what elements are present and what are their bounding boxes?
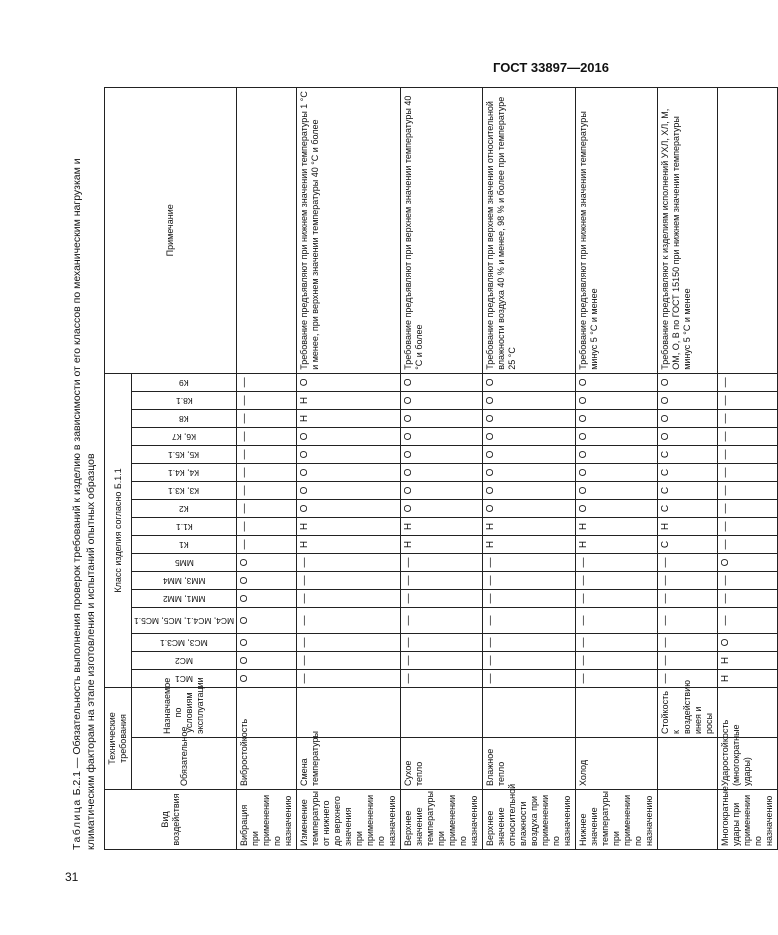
- class-mark-cell: О: [297, 446, 401, 464]
- class-mark-cell: Н: [297, 536, 401, 554]
- class-mark-cell: —: [576, 590, 658, 608]
- class-mark-cell: О: [658, 428, 718, 446]
- class-mark-cell: О: [576, 482, 658, 500]
- impact-cell: Вибрация при применении по назначению: [237, 790, 297, 850]
- class-mark-cell: Н: [297, 410, 401, 428]
- class-mark-cell: Н: [576, 536, 658, 554]
- class-mark-cell: —: [718, 482, 778, 500]
- class-mark-cell: О: [297, 500, 401, 518]
- class-mark-cell: —: [718, 446, 778, 464]
- header-impact-type: Вид воздействия: [105, 790, 237, 850]
- class-mark-cell: —: [401, 572, 483, 590]
- class-header-cell: [132, 392, 237, 410]
- class-mark-cell: —: [297, 554, 401, 572]
- class-mark-cell: О: [483, 500, 576, 518]
- assigned-cell: [401, 688, 483, 738]
- class-mark-cell: —: [297, 590, 401, 608]
- class-mark-cell: О: [237, 554, 297, 572]
- class-mark-cell: —: [576, 634, 658, 652]
- class-mark-cell: —: [718, 608, 778, 634]
- class-mark-cell: —: [237, 518, 297, 536]
- table-caption-label: Таблица: [71, 798, 83, 850]
- class-mark-cell: —: [718, 410, 778, 428]
- table-row: [237, 87, 297, 849]
- document-header: ГОСТ 33897—2016: [493, 60, 609, 75]
- class-header-cell: [132, 464, 237, 482]
- class-mark-cell: Н: [483, 518, 576, 536]
- class-mark-cell: О: [658, 373, 718, 391]
- class-header-label: К3, К3.1: [168, 486, 200, 496]
- class-header-label: МС1: [175, 674, 194, 684]
- class-mark-cell: —: [297, 634, 401, 652]
- class-mark-cell: —: [401, 554, 483, 572]
- class-mark-cell: —: [483, 670, 576, 688]
- impact-cell: Изменение температуры от нижнего до верхнего значения при применении по назначению: [297, 790, 401, 850]
- class-mark-cell: Н: [401, 536, 483, 554]
- class-header-label: К1: [179, 540, 189, 550]
- class-header-cell: [132, 482, 237, 500]
- class-header-label: К1.1: [175, 522, 193, 532]
- class-mark-cell: —: [576, 670, 658, 688]
- class-mark-cell: О: [483, 446, 576, 464]
- class-mark-cell: О: [401, 500, 483, 518]
- header-note: Примечание: [105, 87, 237, 373]
- requirements-table: [104, 87, 778, 850]
- class-mark-cell: —: [237, 392, 297, 410]
- class-mark-cell: —: [401, 590, 483, 608]
- class-mark-cell: —: [401, 634, 483, 652]
- class-mark-cell: —: [718, 464, 778, 482]
- class-mark-cell: Н: [718, 652, 778, 670]
- class-mark-cell: О: [658, 410, 718, 428]
- class-mark-cell: О: [576, 464, 658, 482]
- mandatory-cell: Влажное тепло: [483, 738, 576, 790]
- table-row: [483, 87, 576, 849]
- class-mark-cell: О: [483, 482, 576, 500]
- class-header-cell: [132, 500, 237, 518]
- class-header-cell: [132, 428, 237, 446]
- class-mark-cell: —: [297, 572, 401, 590]
- note-cell: Требование предъявляют к изделиям исполнений УХЛ, ХЛ, М, ОМ, О, В по ГОСТ 15150 при нижнем значении температуры минус 5 °С и менее: [658, 87, 718, 373]
- table-row: [718, 87, 778, 849]
- class-mark-cell: —: [297, 608, 401, 634]
- impact-cell: Нижнее значение температуры при применении по назначению: [576, 790, 658, 850]
- class-mark-cell: О: [297, 373, 401, 391]
- class-header-cell: [132, 536, 237, 554]
- class-mark-cell: О: [576, 410, 658, 428]
- class-mark-cell: О: [297, 482, 401, 500]
- mandatory-cell: Вибростойкость: [237, 738, 297, 790]
- class-mark-cell: Н: [297, 518, 401, 536]
- class-header-label: К6, К7: [172, 432, 197, 442]
- class-header-label: ММ1, ММ2: [162, 594, 206, 604]
- class-header-label: К2: [179, 504, 189, 514]
- header-assigned: Назначаемое по условиям эксплуатации: [132, 688, 237, 738]
- page-number: 31: [65, 870, 79, 884]
- class-header-cell: [132, 446, 237, 464]
- class-mark-cell: О: [401, 446, 483, 464]
- class-mark-cell: С: [658, 482, 718, 500]
- table-row: [576, 87, 658, 849]
- class-header-label: ММ3, ММ4: [162, 576, 206, 586]
- class-mark-cell: С: [658, 446, 718, 464]
- class-mark-cell: —: [658, 634, 718, 652]
- class-mark-cell: О: [576, 373, 658, 391]
- class-header-cell: [132, 608, 237, 634]
- class-mark-cell: С: [658, 464, 718, 482]
- class-header-cell: [132, 652, 237, 670]
- class-mark-cell: —: [658, 590, 718, 608]
- assigned-cell: [297, 688, 401, 738]
- class-mark-cell: —: [401, 608, 483, 634]
- class-mark-cell: О: [401, 428, 483, 446]
- class-mark-cell: О: [483, 464, 576, 482]
- class-header-label: К5, К5.1: [168, 450, 200, 460]
- table-row: [401, 87, 483, 849]
- class-mark-cell: О: [576, 500, 658, 518]
- class-mark-cell: О: [297, 464, 401, 482]
- class-header-cell: [132, 634, 237, 652]
- class-mark-cell: О: [237, 652, 297, 670]
- class-mark-cell: Н: [297, 392, 401, 410]
- class-mark-cell: О: [401, 373, 483, 391]
- class-mark-cell: О: [401, 392, 483, 410]
- class-mark-cell: —: [718, 373, 778, 391]
- assigned-cell: [483, 688, 576, 738]
- class-mark-cell: —: [718, 518, 778, 536]
- impact-cell: Верхнее значение относительной влажности воздуха при применении по назначению: [483, 790, 576, 850]
- class-mark-cell: О: [401, 410, 483, 428]
- class-mark-cell: —: [297, 670, 401, 688]
- class-header-cell: [132, 518, 237, 536]
- class-mark-cell: О: [401, 482, 483, 500]
- class-header-label: К4, К4.1: [168, 468, 200, 478]
- note-cell: Требование предъявляют при верхнем значении температуры 40 °С и более: [401, 87, 483, 373]
- mandatory-cell: Холод: [576, 738, 658, 790]
- header-mandatory: Обязательное: [132, 738, 237, 790]
- class-mark-cell: С: [658, 500, 718, 518]
- class-mark-cell: О: [401, 464, 483, 482]
- class-mark-cell: —: [576, 554, 658, 572]
- class-header-label: К8: [179, 414, 189, 424]
- class-header-cell: [132, 554, 237, 572]
- rotated-table-block: [70, 90, 775, 850]
- class-mark-cell: О: [237, 608, 297, 634]
- class-mark-cell: О: [297, 428, 401, 446]
- class-mark-cell: О: [237, 670, 297, 688]
- impact-cell: [658, 790, 718, 850]
- note-cell: Требование предъявляют при нижнем значении температуры минус 5 °С и менее: [576, 87, 658, 373]
- header-tech-requirements: Технические требования: [105, 688, 132, 790]
- class-mark-cell: О: [483, 410, 576, 428]
- class-mark-cell: О: [237, 634, 297, 652]
- class-mark-cell: Н: [718, 670, 778, 688]
- mandatory-cell: Смена температуры: [297, 738, 401, 790]
- class-mark-cell: О: [237, 590, 297, 608]
- class-mark-cell: О: [576, 392, 658, 410]
- class-header-label: К9: [179, 377, 189, 388]
- note-cell: Требование предъявляют при верхнем значении относительной влажности воздуха 40 % и менее, 98 % и более при температуре 25 °С: [483, 87, 576, 373]
- class-mark-cell: О: [718, 554, 778, 572]
- class-mark-cell: Н: [576, 518, 658, 536]
- class-mark-cell: —: [718, 428, 778, 446]
- class-mark-cell: —: [658, 670, 718, 688]
- class-mark-cell: —: [237, 464, 297, 482]
- class-mark-cell: О: [483, 373, 576, 391]
- class-mark-cell: С: [658, 536, 718, 554]
- note-cell: Требование предъявляют при нижнем значении температуры 1 °С и менее, при верхнем значении температуры 40 °С и более: [297, 87, 401, 373]
- class-header-label: ММ5: [174, 558, 194, 568]
- class-mark-cell: —: [718, 590, 778, 608]
- class-mark-cell: —: [237, 482, 297, 500]
- note-cell: [718, 87, 778, 373]
- class-header-label: К8.1: [175, 396, 193, 406]
- class-header-cell: [132, 590, 237, 608]
- class-mark-cell: —: [237, 373, 297, 391]
- class-mark-cell: —: [718, 536, 778, 554]
- class-mark-cell: Н: [483, 536, 576, 554]
- mandatory-cell: Сухое тепло: [401, 738, 483, 790]
- class-mark-cell: —: [576, 652, 658, 670]
- impact-cell: Многократные удары при применении по назначению: [718, 790, 778, 850]
- mandatory-cell: [658, 738, 718, 790]
- class-mark-cell: —: [237, 536, 297, 554]
- class-header-label: МС3, МС3.1: [160, 638, 208, 648]
- assigned-cell: Стойкость к воздействию инея и росы: [658, 688, 718, 738]
- class-mark-cell: —: [483, 652, 576, 670]
- class-mark-cell: —: [658, 554, 718, 572]
- table-caption-text: Б.2.1 — Обязательность выполнения проверок требований к изделию в зависимости от его классов по механическим нагрузкам и климатическим факторам на этапе изготовления и испытаний опытных образцов: [71, 158, 97, 850]
- class-mark-cell: О: [576, 446, 658, 464]
- header-product-class: Класс изделия согласно Б.1.1: [105, 373, 132, 687]
- class-mark-cell: —: [483, 572, 576, 590]
- table-row: [658, 87, 718, 849]
- assigned-cell: [576, 688, 658, 738]
- class-mark-cell: О: [576, 428, 658, 446]
- class-mark-cell: —: [401, 652, 483, 670]
- class-mark-cell: —: [237, 500, 297, 518]
- class-mark-cell: —: [718, 572, 778, 590]
- class-mark-cell: —: [237, 446, 297, 464]
- table-row: [297, 87, 401, 849]
- class-mark-cell: —: [718, 500, 778, 518]
- class-header-label: МС4, МС4.1, МС5, МС5.1: [134, 616, 235, 626]
- class-header-cell: [132, 670, 237, 688]
- class-mark-cell: —: [576, 572, 658, 590]
- class-mark-cell: —: [658, 572, 718, 590]
- class-header-cell: [132, 410, 237, 428]
- class-header-cell: [132, 373, 237, 391]
- class-header-label: МС2: [175, 656, 194, 666]
- impact-cell: Верхнее значение температуры при применении по назначению: [401, 790, 483, 850]
- class-mark-cell: —: [576, 608, 658, 634]
- class-mark-cell: —: [718, 392, 778, 410]
- note-cell: [237, 87, 297, 373]
- class-mark-cell: О: [237, 572, 297, 590]
- class-mark-cell: —: [658, 608, 718, 634]
- class-mark-cell: —: [297, 652, 401, 670]
- class-mark-cell: О: [483, 428, 576, 446]
- class-mark-cell: —: [658, 652, 718, 670]
- class-mark-cell: О: [658, 392, 718, 410]
- class-mark-cell: —: [483, 608, 576, 634]
- class-mark-cell: —: [237, 428, 297, 446]
- class-mark-cell: Н: [401, 518, 483, 536]
- class-mark-cell: —: [483, 634, 576, 652]
- mandatory-cell: Ударостойкость (многократные удары): [718, 738, 778, 790]
- class-mark-cell: —: [237, 410, 297, 428]
- table-caption: [70, 90, 98, 850]
- class-mark-cell: О: [718, 634, 778, 652]
- class-mark-cell: —: [483, 554, 576, 572]
- class-mark-cell: О: [483, 392, 576, 410]
- class-mark-cell: Н: [658, 518, 718, 536]
- class-mark-cell: —: [401, 670, 483, 688]
- class-header-cell: [132, 572, 237, 590]
- class-mark-cell: —: [483, 590, 576, 608]
